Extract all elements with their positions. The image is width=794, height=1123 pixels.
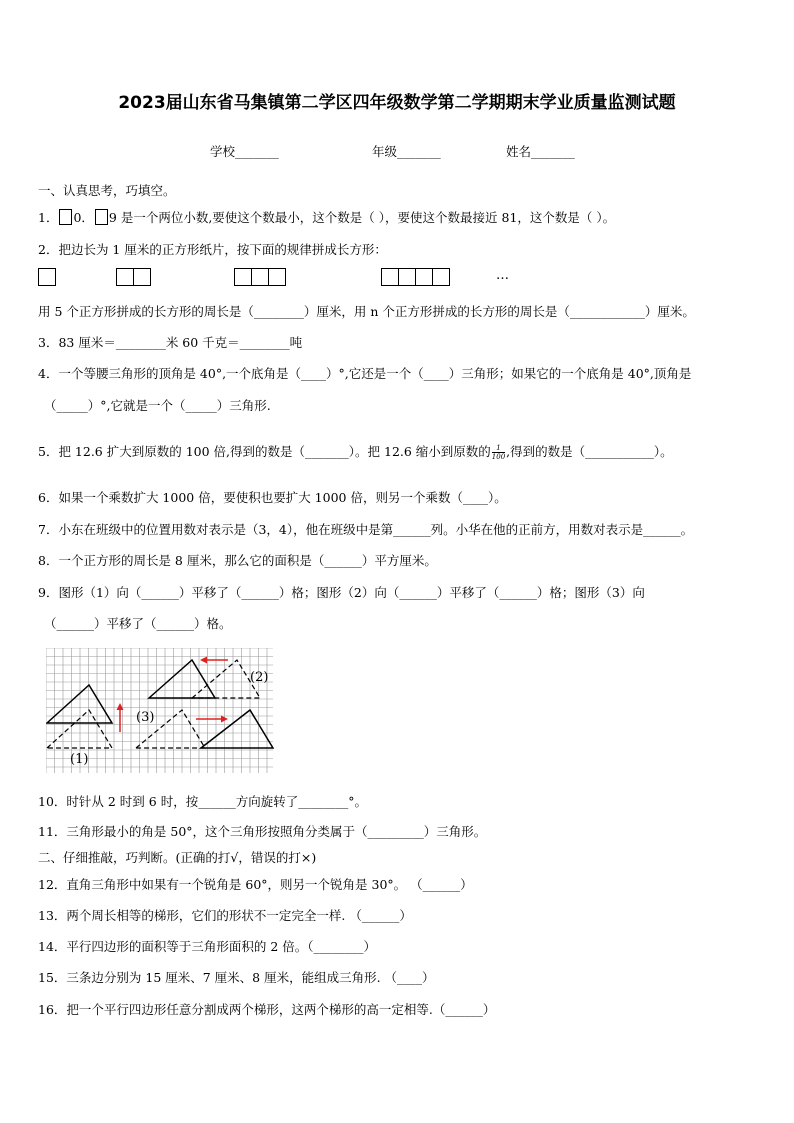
label-2: (2) xyxy=(250,670,269,685)
question-5 xyxy=(38,442,673,461)
question-4-line-1: 4．一个等腰三角形的顶角是 40°,一个底角是（____）°,它还是一个（____）三角形；如果它的一个底角是 40°,顶角是 xyxy=(38,366,692,381)
question-9-line-2: （______）平移了（______）格。 xyxy=(44,616,232,631)
arrow-right-icon xyxy=(196,716,228,723)
question-1-part-a: 0． xyxy=(73,210,94,225)
arrow-left-icon xyxy=(200,657,228,664)
question-15: 15．三条边分别为 15 厘米、7 厘米、8 厘米，能组成三角形. （____） xyxy=(38,970,435,985)
blank-box xyxy=(95,209,108,225)
page-title: 2023届山东省马集镇第二学区四年级数学第二学期期末学业质量监测试题 xyxy=(118,93,676,113)
label-3: (3) xyxy=(136,710,155,725)
question-16: 16．把一个平行四边形任意分割成两个梯形，这两个梯形的高一定相等.（______） xyxy=(38,1002,496,1017)
question-10: 10．时针从 2 时到 6 时，按______方向旋转了________°。 xyxy=(38,794,367,809)
name-field: 姓名_______ xyxy=(506,144,575,159)
question-5-part-a: 5．把 12.6 扩大到原数的 100 倍,得到的数是（_______）。把 12.6 缩小到原数的 xyxy=(38,444,491,459)
ellipsis: … xyxy=(496,268,509,283)
section-2-heading: 二、仔细推敲，巧判断。(正确的打√，错误的打×) xyxy=(38,850,317,865)
question-8: 8．一个正方形的周长是 8 厘米，那么它的面积是（______）平方厘米。 xyxy=(38,553,437,568)
question-12: 12．直角三角形中如果有一个锐角是 60°，则另一个锐角是 30°。 （______） xyxy=(38,877,473,892)
question-1 xyxy=(38,208,615,226)
label-1: (1) xyxy=(70,752,89,767)
question-2-line-1: 2．把边长为 1 厘米的正方形纸片，按下面的规律拼成长方形： xyxy=(38,242,387,257)
question-3: 3．83 厘米＝________米 60 千克＝________吨 xyxy=(38,335,303,350)
grade-field: 年级_______ xyxy=(372,144,441,159)
question-1-number: 1． xyxy=(38,210,59,225)
question-5-part-b: ,得到的数是（___________）。 xyxy=(506,444,673,459)
fraction-one-hundredth: $\frac{1}{100}$ xyxy=(491,444,506,461)
question-13: 13．两个周长相等的梯形，它们的形状不一定完全一样. （______） xyxy=(38,908,412,923)
question-11: 11．三角形最小的角是 50°，这个三角形按照角分类属于（_________）三角形。 xyxy=(38,824,487,839)
question-6: 6．如果一个乘数扩大 1000 倍，要使积也要扩大 1000 倍，则另一个乘数（____）。 xyxy=(38,490,507,505)
question-9-line-1: 9．图形（1）向（______）平移了（______）格；图形（2）向（______）平移了（______）格；图形（3）向 xyxy=(38,585,645,600)
blank-box xyxy=(59,209,72,225)
question-2-line-2: 用 5 个正方形拼成的长方形的周长是（________）厘米，用 n 个正方形拼成的长方形的周长是（____________）厘米。 xyxy=(38,304,695,319)
question-4-line-2: （_____）°,它就是一个（_____）三角形. xyxy=(44,398,271,413)
school-field: 学校_______ xyxy=(210,144,279,159)
translation-grid-figure xyxy=(46,648,274,774)
section-1-heading: 一、认真思考，巧填空。 xyxy=(38,183,176,198)
question-7: 7．小东在班级中的位置用数对表示是（3，4），他在班级中是第______列。小华在他的正前方，用数对表示是______。 xyxy=(38,522,694,537)
question-14: 14．平行四边形的面积等于三角形面积的 2 倍。（________） xyxy=(38,939,377,954)
question-1-part-b: 9 是一个两位小数,要使这个数最小，这个数是（ ），要使这个数最接近 81，这个数是（ ）。 xyxy=(108,210,616,225)
